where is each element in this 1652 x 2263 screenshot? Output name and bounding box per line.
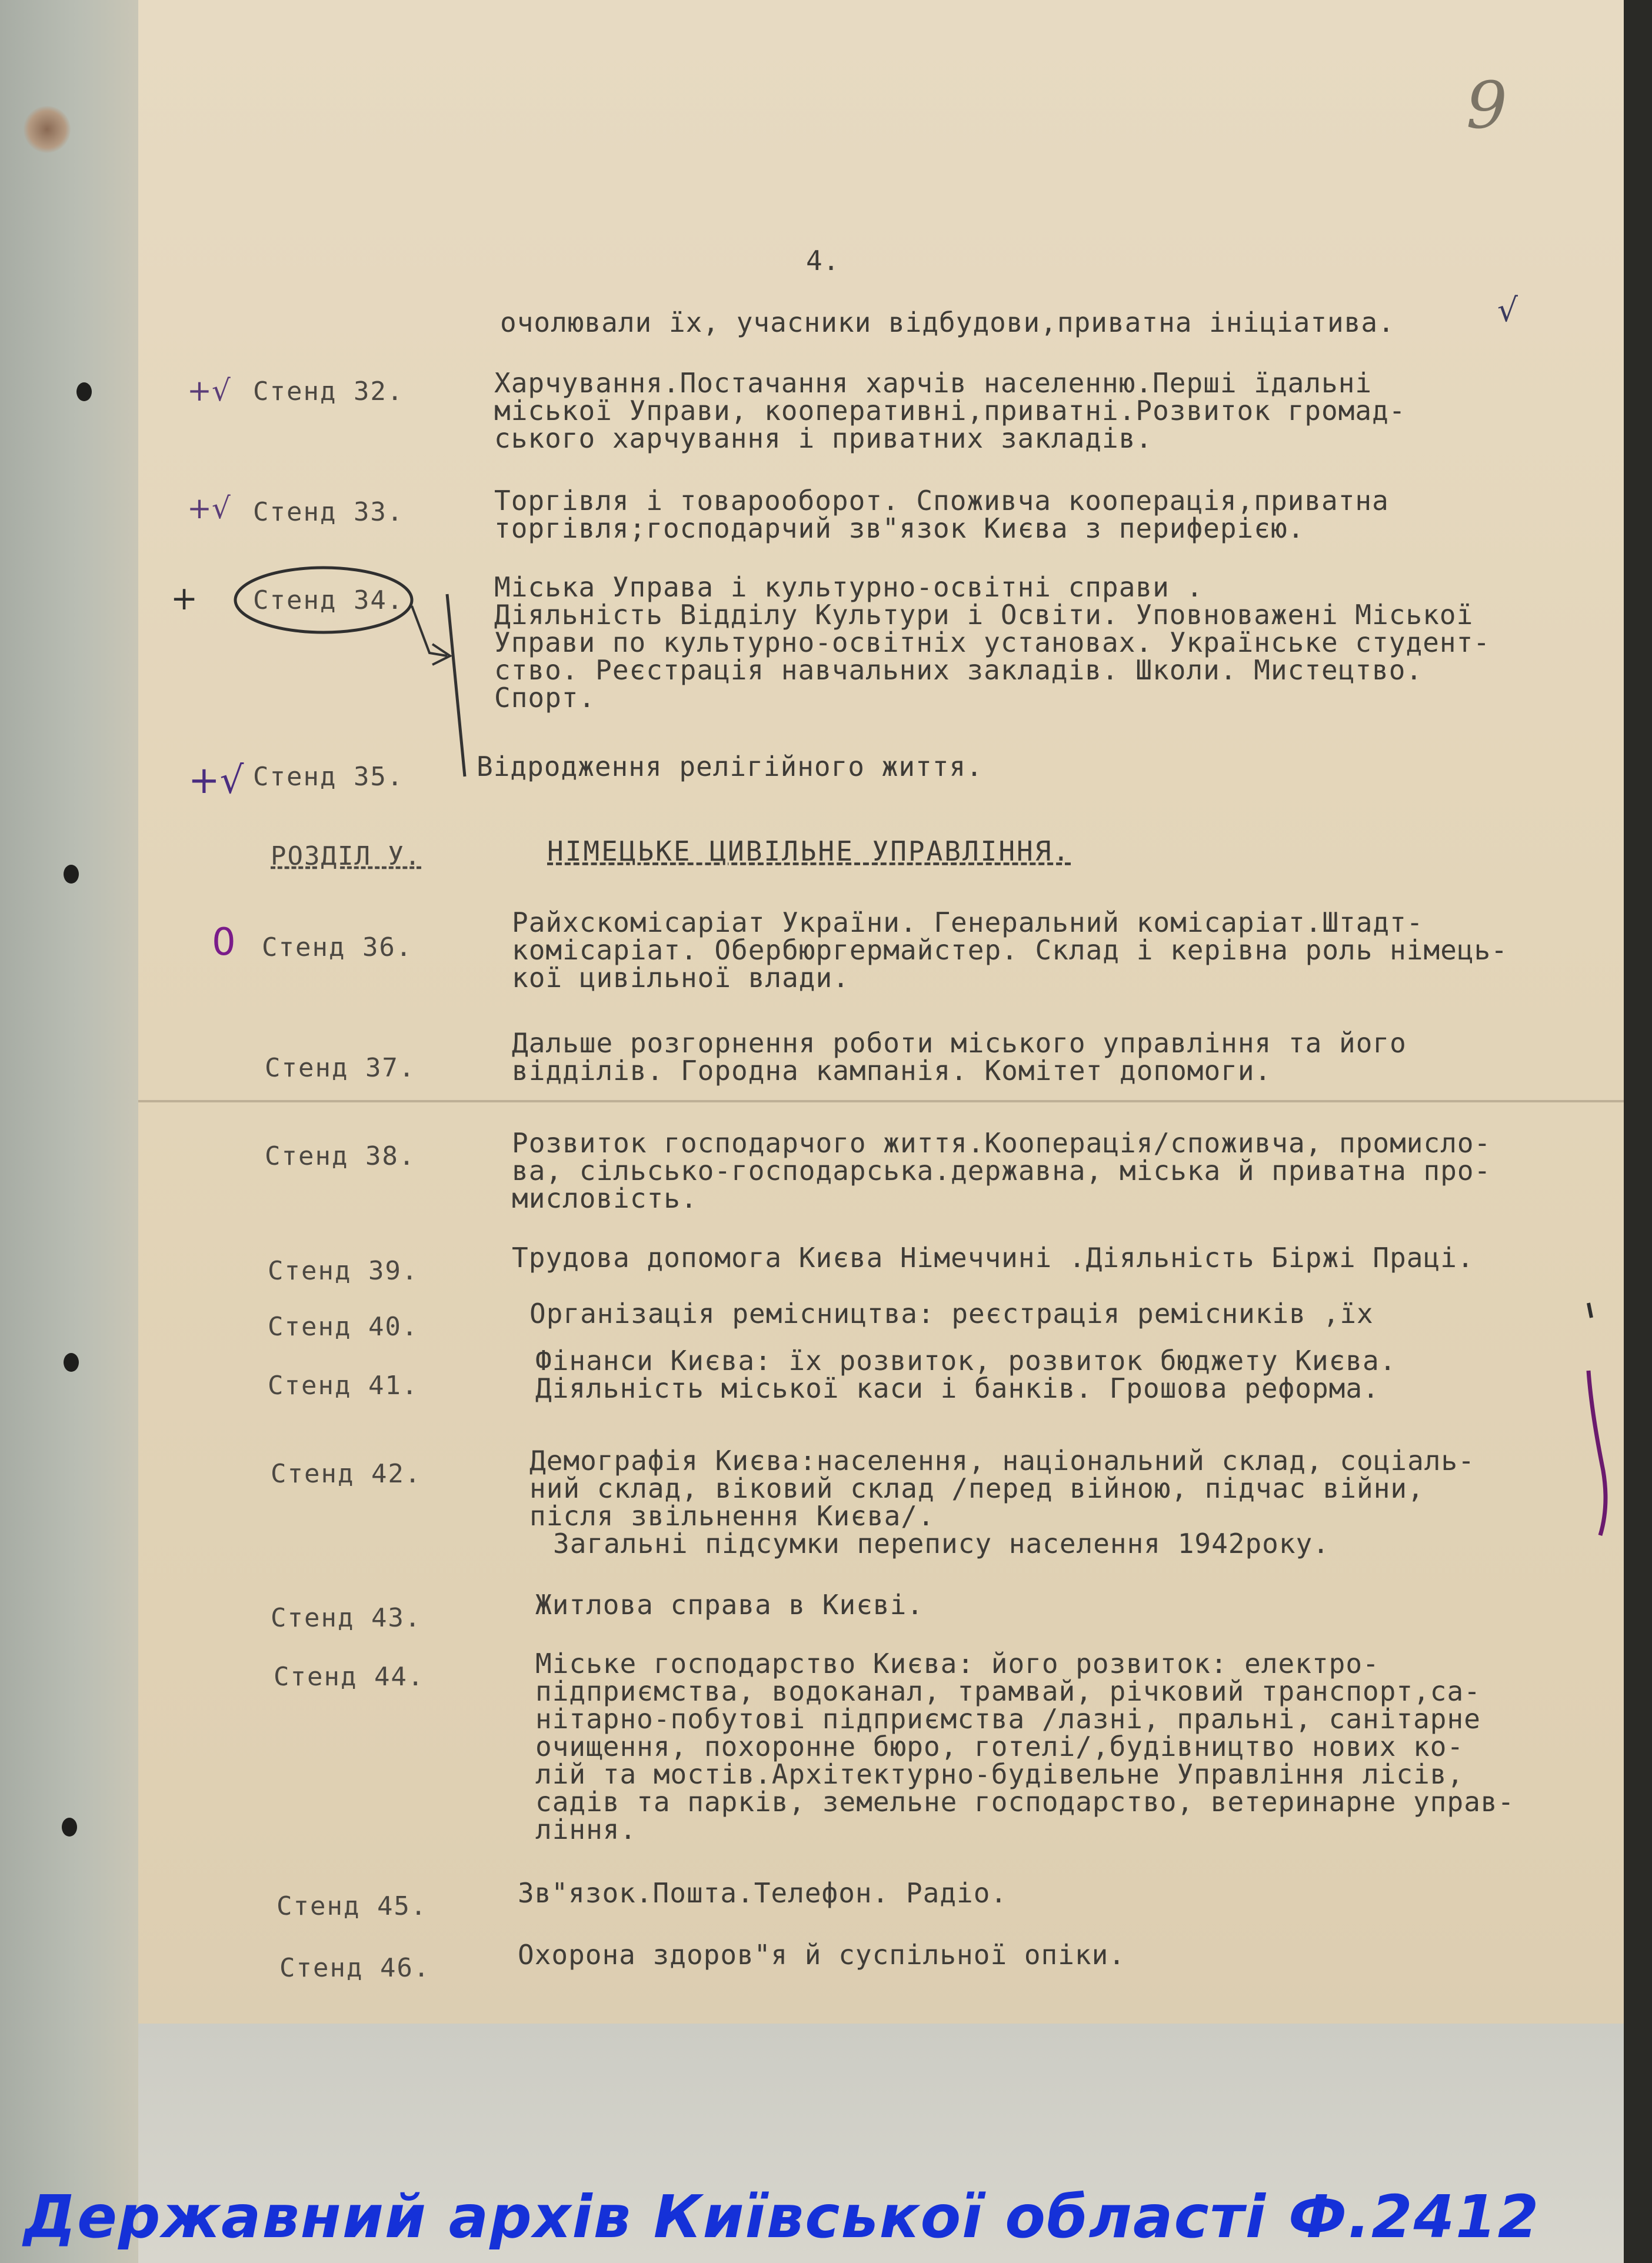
stand-text-line: Демографія Києва:населення, національний склад, соціаль- — [529, 1445, 1475, 1477]
section-label: РОЗДІЛ У. — [271, 841, 422, 871]
stand-text-line: ління. — [535, 1814, 637, 1845]
stand-text-line: лій та мостів.Архітектурно-будівельне Управління лісів, — [535, 1758, 1464, 1790]
stand-label: Стенд 41. — [268, 1371, 419, 1401]
punch-hole — [62, 1818, 77, 1837]
stand-text-line: ського харчування і приватних закладів. — [494, 422, 1153, 454]
stand-label: Стенд 43. — [271, 1603, 422, 1633]
stand-text-line: Управи по культурно-освітніх установах. Українське студент- — [494, 626, 1490, 658]
handwritten-mark: + — [171, 579, 198, 617]
stand-label: Стенд 40. — [268, 1312, 419, 1342]
stand-text-line: Розвиток господарчого життя.Кооперація/споживча, промисло- — [512, 1127, 1491, 1159]
stand-text-line: Міське господарство Києва: його розвиток: електро- — [535, 1648, 1380, 1679]
left-margin-strip — [0, 0, 138, 2263]
stand-text-line: садів та парків, земельне господарство, ветеринарне управ- — [535, 1786, 1515, 1818]
stand-text-line: Дальше розгорнення роботи міського управління та його — [512, 1027, 1407, 1059]
stand-text-line: Трудова допомога Києва Німеччині .Діяльність Біржі Праці. — [512, 1242, 1474, 1274]
fold-line — [138, 1100, 1624, 1102]
stand-label: Стенд 35. — [253, 762, 404, 792]
stand-label: Стенд 32. — [253, 376, 404, 406]
stand-label: Стенд 39. — [268, 1256, 419, 1286]
stand-text-line: Спорт. — [494, 682, 596, 714]
stand-text-line: Охорона здоров"я й суспільної опіки. — [518, 1939, 1125, 1971]
stand-text-line: після звільнення Києва/. — [529, 1500, 935, 1532]
stand-text-line: Діяльність міської каси і банків. Грошова реформа. — [535, 1372, 1380, 1404]
handwritten-mark: +√ — [187, 491, 231, 525]
punch-hole — [64, 1353, 79, 1372]
stand-text-line: відділів. Городна кампанія. Комітет допомоги. — [512, 1055, 1272, 1086]
stand-text-line: Райхскомісаріат України. Генеральний комісаріат.Штадт- — [512, 906, 1424, 938]
stand-label: Стенд 36. — [262, 932, 413, 962]
handwritten-mark: +√ — [188, 759, 244, 802]
stand-text-line: Діяльність Відділу Культури і Освіти. Уповноважені Міської — [494, 599, 1474, 631]
stand-text-line: підприємства, водоканал, трамвай, річковий транспорт,са- — [535, 1675, 1481, 1707]
pencil-arrow-head — [432, 644, 450, 665]
stand-text-line: Фінанси Києва: їх розвиток, розвиток бюджету Києва. — [535, 1345, 1397, 1377]
stand-text-line: торгівля;господарчий зв"язок Києва з периферією. — [494, 512, 1305, 544]
stand-text-line: міської Управи, кооперативні,приватні.Розвиток громад- — [494, 395, 1406, 426]
rust-stain — [24, 106, 71, 153]
stand-text-line: Зв"язок.Пошта.Телефон. Радіо. — [518, 1877, 1008, 1909]
stand-text-line: Загальні підсумки перепису населення 1942року. — [553, 1528, 1330, 1559]
stand-label: Стенд 37. — [265, 1053, 416, 1083]
stand-text-line: нітарно-побутові підприємства /лазні, пральні, санітарне — [535, 1703, 1481, 1735]
stand-label: Стенд 44. — [274, 1662, 425, 1692]
handwritten-mark: 0 — [212, 921, 236, 964]
handwritten-tick: √ — [1497, 291, 1518, 329]
stand-text-line: кої цивільної влади. — [512, 962, 850, 994]
archive-watermark: Державний архів Київської області Ф.2412 — [24, 2182, 1540, 2251]
ink-dot — [1588, 1303, 1591, 1318]
pencil-vertical-line — [447, 594, 465, 776]
stand-text-line: Організація ремісництва: реєстрація ремісників ,їх — [529, 1298, 1374, 1329]
stand-text-line: ство. Реєстрація навчальних закладів. Школи. Мистецтво. — [494, 654, 1423, 686]
stand-text-line: комісаріат. Обербюргермайстер. Склад і керівна роль німець- — [512, 934, 1508, 966]
stand-label: Стенд 46. — [279, 1953, 431, 1983]
stand-text-line: очищення, похоронне бюро, готелі/,будівництво нових ко- — [535, 1731, 1464, 1762]
page-number: 4. — [806, 245, 840, 276]
stand-label: Стенд 38. — [265, 1141, 416, 1171]
stand-text-line: Харчування.Постачання харчів населенню.Перші їдальні — [494, 367, 1373, 399]
punch-hole — [76, 382, 92, 401]
stand-text-line: Міська Управа і культурно-освітні справи . — [494, 571, 1204, 603]
section-title: НІМЕЦЬКЕ ЦИВІЛЬНЕ УПРАВЛІННЯ. — [547, 835, 1071, 867]
stand-text-line: Житлова справа в Києві. — [535, 1589, 924, 1621]
stand-text-line: Торгівля і товарооборот. Споживча кооперація,приватна — [494, 485, 1389, 516]
punch-hole — [64, 865, 79, 884]
pencil-arrow — [412, 606, 447, 656]
stand-text-line: Відродження релігійного життя. — [477, 751, 983, 782]
stand-text-line: мисловість. — [512, 1182, 698, 1214]
stand-label: Стенд 33. — [253, 497, 404, 527]
stand-text-line: ва, сільсько-господарська.державна, міська й приватна про- — [512, 1155, 1491, 1187]
purple-ink-mark — [1588, 1371, 1606, 1535]
stand-label: Стенд 34. — [253, 585, 404, 615]
stand-label: Стенд 45. — [277, 1891, 428, 1921]
intro-line: очолювали їх, учасники відбудови,приватна ініціатива. — [500, 306, 1395, 338]
handwritten-mark: +√ — [187, 374, 231, 408]
folio-number: 9 — [1466, 68, 1507, 143]
stand-label: Стенд 42. — [271, 1459, 422, 1489]
stand-text-line: ний склад, віковий склад /перед війною, підчас війни, — [529, 1472, 1424, 1504]
